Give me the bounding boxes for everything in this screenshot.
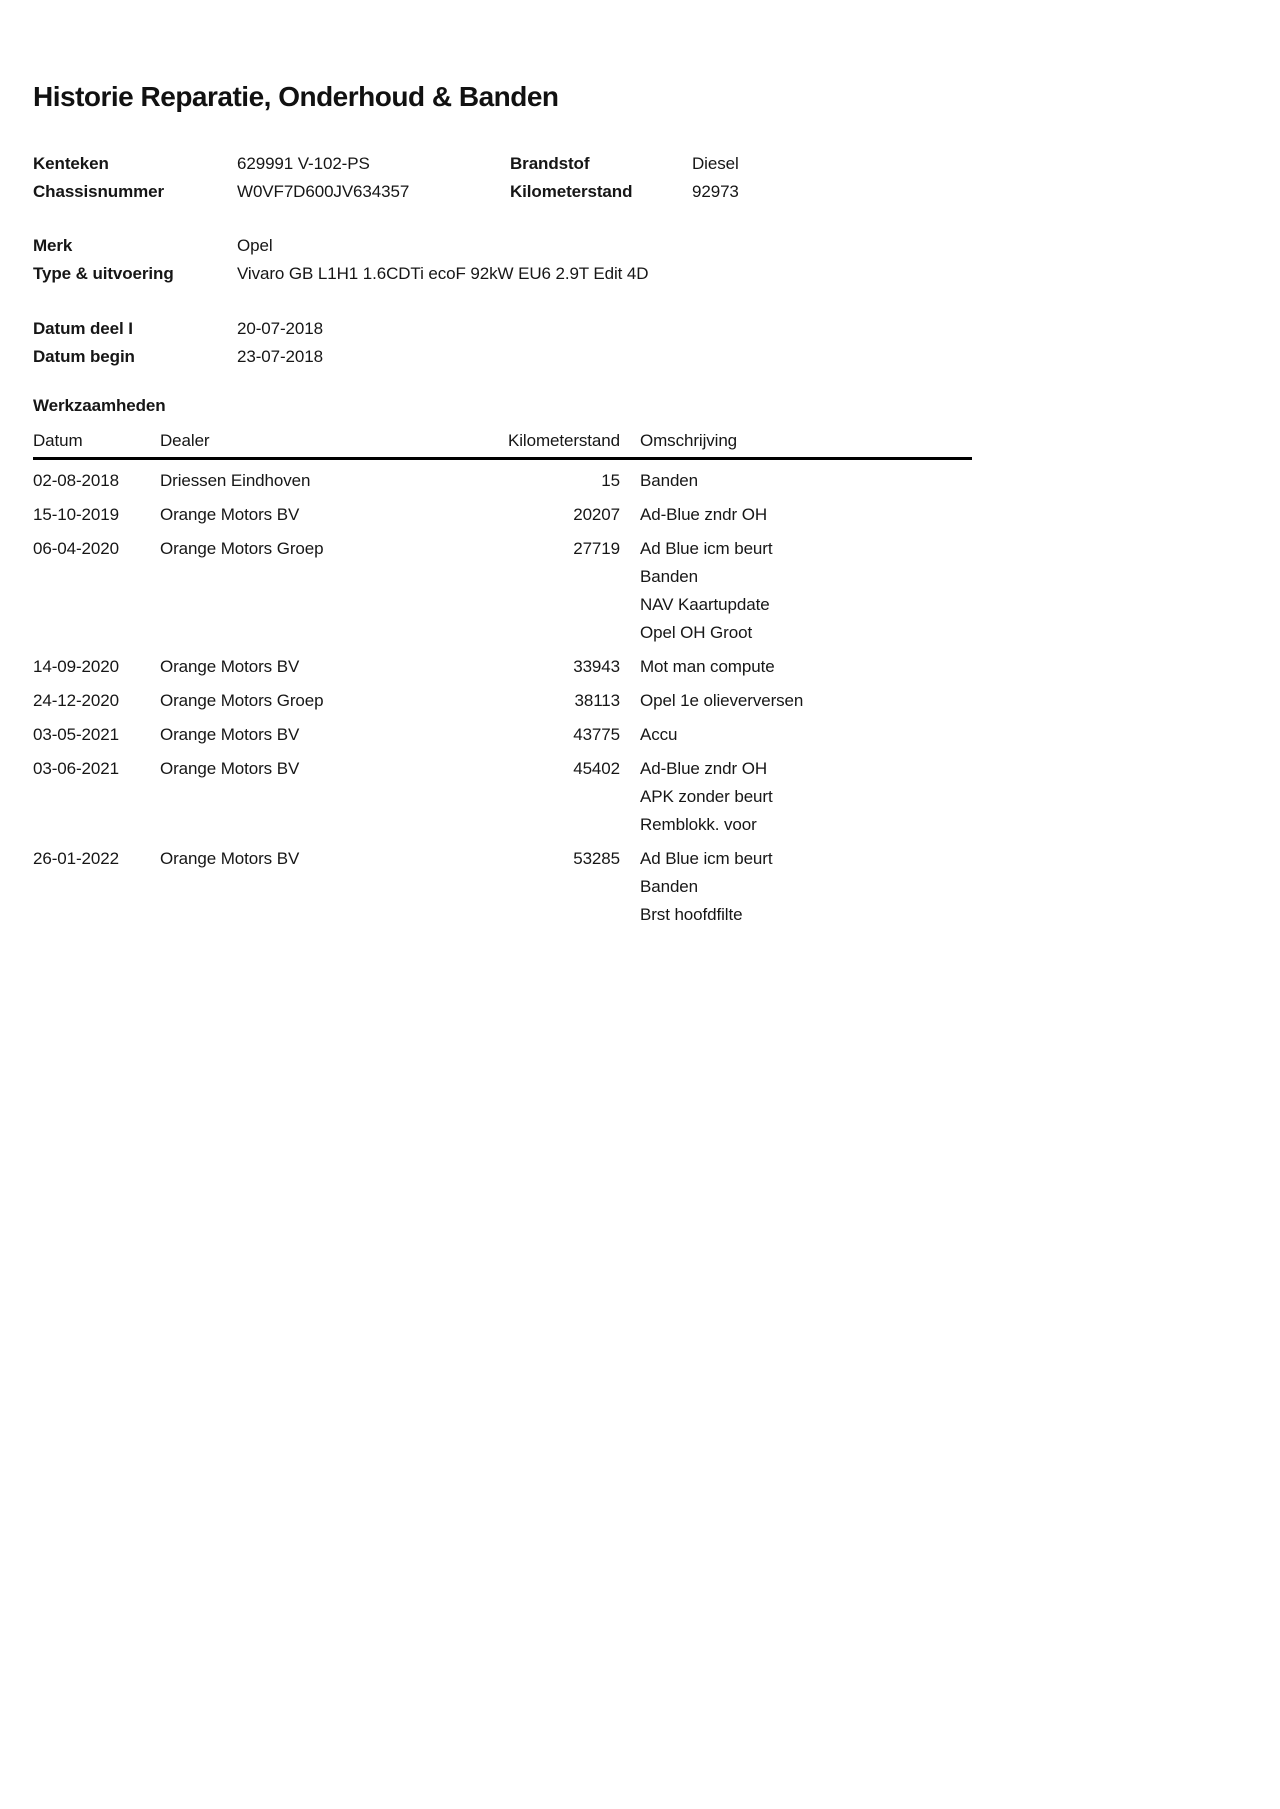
table-row bbox=[33, 681, 972, 715]
omschrijving-line: Opel OH Groot bbox=[640, 623, 753, 642]
cell-km: 43775 bbox=[573, 725, 620, 744]
cell-dealer: Driessen Eindhoven bbox=[160, 471, 311, 490]
omschrijving-line: Ad Blue icm beurt bbox=[640, 849, 773, 868]
field-label-datum-deel-1: Datum deel I bbox=[33, 319, 133, 338]
column-header-km: Kilometerstand bbox=[495, 430, 620, 459]
omschrijving-line: Accu bbox=[640, 725, 678, 744]
worklog-table bbox=[33, 430, 972, 929]
cell-datum: 26-01-2022 bbox=[33, 849, 119, 868]
table-row bbox=[33, 647, 972, 681]
omschrijving-line: Ad-Blue zndr OH bbox=[640, 759, 767, 778]
cell-dealer: Orange Motors BV bbox=[160, 759, 300, 778]
field-label-chassisnummer: Chassisnummer bbox=[33, 182, 164, 201]
field-value-merk: Opel bbox=[237, 236, 273, 255]
field-value-chassisnummer: W0VF7D600JV634357 bbox=[237, 182, 410, 201]
column-header-dealer: Dealer bbox=[160, 430, 495, 459]
cell-dealer: Orange Motors BV bbox=[160, 849, 300, 868]
cell-omschrijving bbox=[620, 495, 972, 529]
omschrijving-line: Remblokk. voor bbox=[640, 815, 757, 834]
cell-datum: 15-10-2019 bbox=[33, 505, 119, 524]
cell-dealer: Orange Motors BV bbox=[160, 725, 300, 744]
table-row bbox=[33, 529, 972, 647]
field-label-type: Type & uitvoering bbox=[33, 264, 174, 283]
cell-datum: 03-05-2021 bbox=[33, 725, 119, 744]
section-title-werkzaamheden: Werkzaamheden bbox=[33, 396, 166, 415]
worklog-body bbox=[33, 459, 972, 930]
cell-omschrijving bbox=[620, 749, 972, 839]
field-label-kilometerstand: Kilometerstand bbox=[510, 182, 633, 201]
cell-datum: 24-12-2020 bbox=[33, 691, 119, 710]
cell-datum: 03-06-2021 bbox=[33, 759, 119, 778]
cell-datum: 02-08-2018 bbox=[33, 471, 119, 490]
table-row bbox=[33, 839, 972, 929]
cell-omschrijving bbox=[620, 529, 972, 647]
field-value-datum-begin: 23-07-2018 bbox=[237, 347, 323, 366]
omschrijving-line: Opel 1e olieverversen bbox=[640, 691, 804, 710]
vehicle-info bbox=[33, 232, 1240, 288]
worklog-header bbox=[33, 430, 972, 459]
cell-km: 45402 bbox=[573, 759, 620, 778]
worklog-header-row bbox=[33, 430, 972, 459]
field-label-datum-begin: Datum begin bbox=[33, 347, 135, 366]
table-row bbox=[33, 495, 972, 529]
omschrijving-line: NAV Kaartupdate bbox=[640, 595, 770, 614]
page-title: Historie Reparatie, Onderhoud & Banden bbox=[33, 81, 559, 112]
cell-omschrijving bbox=[620, 839, 972, 929]
field-label-brandstof: Brandstof bbox=[510, 154, 590, 173]
cell-km: 38113 bbox=[574, 691, 620, 710]
cell-omschrijving bbox=[620, 681, 972, 715]
omschrijving-line: Ad-Blue zndr OH bbox=[640, 505, 767, 524]
cell-km: 20207 bbox=[573, 505, 620, 524]
cell-dealer: Orange Motors BV bbox=[160, 657, 300, 676]
omschrijving-line: Banden bbox=[640, 471, 699, 490]
cell-datum: 14-09-2020 bbox=[33, 657, 119, 676]
table-row bbox=[33, 749, 972, 839]
field-value-brandstof: Diesel bbox=[692, 154, 739, 173]
cell-km: 27719 bbox=[573, 539, 620, 558]
registration-info bbox=[33, 150, 1240, 206]
omschrijving-line: Ad Blue icm beurt bbox=[640, 539, 773, 558]
omschrijving-line: Brst hoofdfilte bbox=[640, 905, 743, 924]
cell-dealer: Orange Motors BV bbox=[160, 505, 300, 524]
omschrijving-line: Banden bbox=[640, 877, 699, 896]
cell-km: 53285 bbox=[573, 849, 620, 868]
cell-omschrijving bbox=[620, 647, 972, 681]
cell-km: 33943 bbox=[573, 657, 620, 676]
table-row bbox=[33, 459, 972, 496]
cell-omschrijving bbox=[620, 459, 972, 496]
omschrijving-line: APK zonder beurt bbox=[640, 787, 773, 806]
cell-datum: 06-04-2020 bbox=[33, 539, 119, 558]
field-value-type: Vivaro GB L1H1 1.6CDTi ecoF 92kW EU6 2.9T Edit 4D bbox=[237, 264, 649, 283]
field-value-kilometerstand: 92973 bbox=[692, 182, 739, 201]
field-value-datum-deel-1: 20-07-2018 bbox=[237, 319, 323, 338]
omschrijving-line: Banden bbox=[640, 567, 699, 586]
column-header-omschrijving: Omschrijving bbox=[620, 430, 972, 459]
column-header-datum: Datum bbox=[33, 430, 160, 459]
omschrijving-line: Mot man compute bbox=[640, 657, 775, 676]
field-label-kenteken: Kenteken bbox=[33, 154, 109, 173]
cell-dealer: Orange Motors Groep bbox=[160, 691, 324, 710]
cell-dealer: Orange Motors Groep bbox=[160, 539, 324, 558]
date-info bbox=[33, 315, 1240, 371]
cell-km: 15 bbox=[601, 471, 620, 490]
cell-omschrijving bbox=[620, 715, 972, 749]
table-row bbox=[33, 715, 972, 749]
field-value-kenteken: 629991 V-102-PS bbox=[237, 154, 370, 173]
field-label-merk: Merk bbox=[33, 236, 73, 255]
